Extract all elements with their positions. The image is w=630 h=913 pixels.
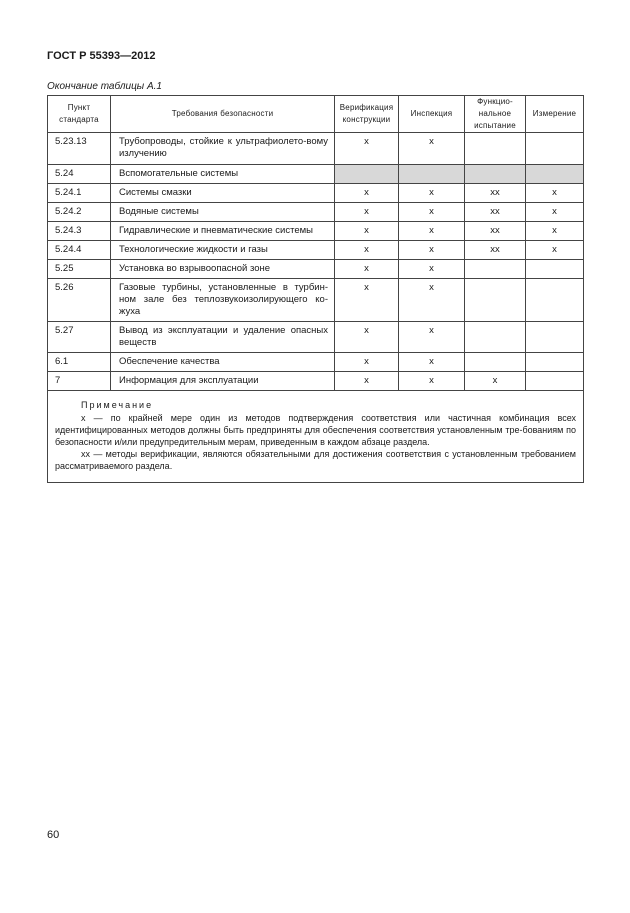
table-row xyxy=(48,203,584,222)
verification-cell: х xyxy=(335,241,399,260)
inspection-cell: х xyxy=(399,353,465,372)
functional-cell xyxy=(465,279,526,322)
requirement-cell: Системы смазки xyxy=(111,184,335,203)
clause-cell: 5.24.1 xyxy=(48,184,111,203)
requirement-cell: Водяные системы xyxy=(111,203,335,222)
functional-cell: х xyxy=(465,372,526,391)
functional-cell: хх xyxy=(465,203,526,222)
table-row xyxy=(48,279,584,322)
table-row xyxy=(48,184,584,203)
column-header-clause: Пункт стандарта xyxy=(48,96,111,133)
table-row xyxy=(48,222,584,241)
column-header-inspection: Инспекция xyxy=(399,96,465,133)
verification-cell xyxy=(335,165,399,184)
clause-cell: 5.24.4 xyxy=(48,241,111,260)
verification-cell: х xyxy=(335,203,399,222)
clause-cell: 5.24 xyxy=(48,165,111,184)
measurement-cell: х xyxy=(526,222,584,241)
table-row xyxy=(48,241,584,260)
table-note-row xyxy=(48,391,584,483)
verification-cell: х xyxy=(335,222,399,241)
table-row xyxy=(48,165,584,184)
column-header-measurement: Измерение xyxy=(526,96,584,133)
requirement-cell: Вывод из эксплуатации и удаление опасных веществ xyxy=(111,322,335,353)
verification-cell: х xyxy=(335,279,399,322)
requirement-cell: Установка во взрывоопасной зоне xyxy=(111,260,335,279)
clause-cell: 5.23.13 xyxy=(48,133,111,165)
note-line: хх — методы верификации, являются обязательными для достижения соответствия с установленным требованием рассматриваемого раздела. xyxy=(55,449,576,471)
requirement-cell: Обеспечение качества xyxy=(111,353,335,372)
functional-cell xyxy=(465,133,526,165)
document-header: ГОСТ Р 55393—2012 xyxy=(47,50,156,62)
functional-cell xyxy=(465,322,526,353)
table-note xyxy=(48,391,584,483)
measurement-cell: х xyxy=(526,241,584,260)
inspection-cell: х xyxy=(399,222,465,241)
measurement-cell xyxy=(526,260,584,279)
measurement-cell xyxy=(526,353,584,372)
table-header-row xyxy=(48,96,584,133)
inspection-cell: х xyxy=(399,322,465,353)
measurement-cell xyxy=(526,372,584,391)
table-row xyxy=(48,133,584,165)
clause-cell: 6.1 xyxy=(48,353,111,372)
functional-cell xyxy=(465,260,526,279)
table-row xyxy=(48,260,584,279)
table-caption: Окончание таблицы А.1 xyxy=(47,81,162,92)
verification-cell: х xyxy=(335,260,399,279)
column-header-functional: Функцио-нальное испытание xyxy=(465,96,526,133)
measurement-cell xyxy=(526,279,584,322)
clause-cell: 5.25 xyxy=(48,260,111,279)
requirement-cell: Трубопроводы, стойкие к ультрафиолето-вому излучению xyxy=(111,133,335,165)
functional-cell: хх xyxy=(465,241,526,260)
requirement-cell: Вспомогательные системы xyxy=(111,165,335,184)
requirement-cell: Газовые турбины, установленные в турбин-ном зале без теплозвукоизолирующего ко-жуха xyxy=(111,279,335,322)
verification-cell: х xyxy=(335,322,399,353)
note-line: х — по крайней мере один из методов подтверждения соответствия или частичная комбинация всех идентифицированных методов должны быть предприняты для обеспечения соответствия установленным тре-бованиям по безопасности и/или предупредительным мерам, приведенным в каждом абзаце раздела. xyxy=(55,413,576,447)
inspection-cell: х xyxy=(399,279,465,322)
measurement-cell xyxy=(526,322,584,353)
table-row xyxy=(48,353,584,372)
functional-cell: хх xyxy=(465,222,526,241)
verification-cell: х xyxy=(335,353,399,372)
requirement-cell: Гидравлические и пневматические системы xyxy=(111,222,335,241)
inspection-cell: х xyxy=(399,184,465,203)
clause-cell: 5.26 xyxy=(48,279,111,322)
verification-cell: х xyxy=(335,184,399,203)
column-header-verification: Верификация конструкции xyxy=(335,96,399,133)
inspection-cell: х xyxy=(399,203,465,222)
table-row xyxy=(48,372,584,391)
inspection-cell: х xyxy=(399,372,465,391)
verification-cell: х xyxy=(335,133,399,165)
inspection-cell: х xyxy=(399,260,465,279)
functional-cell: хх xyxy=(465,184,526,203)
verification-cell: х xyxy=(335,372,399,391)
table-row xyxy=(48,322,584,353)
measurement-cell xyxy=(526,165,584,184)
measurement-cell: х xyxy=(526,203,584,222)
note-title: Примечание xyxy=(81,400,154,410)
requirement-cell: Информация для эксплуатации xyxy=(111,372,335,391)
measurement-cell: х xyxy=(526,184,584,203)
inspection-cell: х xyxy=(399,133,465,165)
requirements-table xyxy=(47,95,584,483)
functional-cell xyxy=(465,353,526,372)
functional-cell xyxy=(465,165,526,184)
clause-cell: 5.24.2 xyxy=(48,203,111,222)
clause-cell: 5.27 xyxy=(48,322,111,353)
measurement-cell xyxy=(526,133,584,165)
clause-cell: 7 xyxy=(48,372,111,391)
clause-cell: 5.24.3 xyxy=(48,222,111,241)
page-number: 60 xyxy=(47,829,60,841)
column-header-requirement: Требования безопасности xyxy=(111,96,335,133)
inspection-cell xyxy=(399,165,465,184)
inspection-cell: х xyxy=(399,241,465,260)
requirement-cell: Технологические жидкости и газы xyxy=(111,241,335,260)
